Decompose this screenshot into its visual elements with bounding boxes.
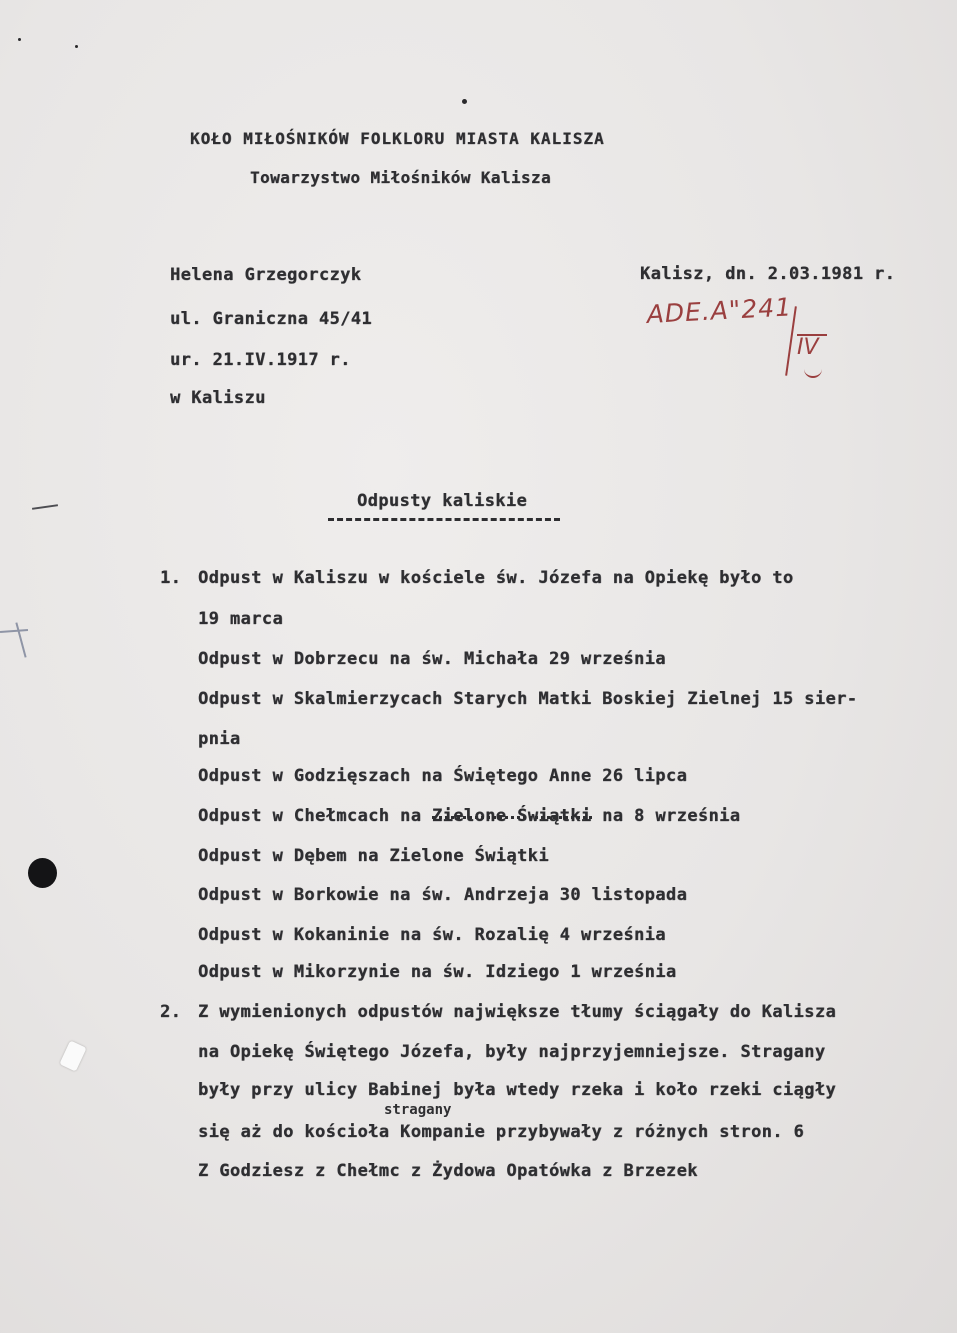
- item-1-line-9: Odpust w Borkowie na św. Andrzeja 30 listopada: [198, 885, 688, 905]
- margin-tick-mark: [32, 504, 58, 510]
- archive-section-underline: [804, 368, 822, 378]
- item-2-line-1: Z wymienionych odpustów największe tłumy ściągały do Kalisza: [198, 1002, 837, 1022]
- item-number-2: 2.: [160, 1002, 182, 1022]
- sender-name: Helena Grzegorczyk: [170, 265, 362, 285]
- punch-hole: [28, 858, 57, 888]
- item-1-line-11: Odpust w Mikorzynie na św. Idziego 1 września: [198, 962, 677, 982]
- title-underline: [328, 518, 560, 521]
- ink-speck: [75, 45, 78, 48]
- item-1-line-4: Odpust w Skalmierzycach Starych Matki Boskiej Zielnej 15 sier-: [198, 689, 858, 709]
- struck-text: Zielone Świątki: [431, 806, 592, 826]
- ink-speck: [462, 99, 467, 104]
- item-1-line-7-tail: na 8 września: [602, 806, 741, 826]
- ink-speck: [18, 38, 21, 41]
- document-title: Odpusty kaliskie: [357, 491, 528, 511]
- overtyped-word: stragany: [384, 1102, 452, 1118]
- archive-section: IV: [797, 335, 819, 360]
- item-1-line-7: [198, 808, 740, 825]
- archive-signature: ADE.A"241: [646, 292, 793, 329]
- item-1-line-1: Odpust w Kaliszu w kościele św. Józefa na Opiekę było to: [198, 568, 794, 588]
- sender-birth: ur. 21.IV.1917 r.: [170, 350, 351, 370]
- sender-street: ul. Graniczna 45/41: [170, 309, 373, 329]
- item-1-line-2: 19 marca: [198, 609, 284, 629]
- item-1-line-8: Odpust w Dębem na Zielone Świątki: [198, 846, 549, 866]
- item-1-line-3: Odpust w Dobrzecu na św. Michała 29 września: [198, 649, 666, 669]
- header-organization: KOŁO MIŁOŚNIKÓW FOLKLORU MIASTA KALISZA: [190, 129, 605, 148]
- sender-place: w Kaliszu: [170, 388, 266, 408]
- item-1-line-6: Odpust w Godzięszach na Świętego Anne 26 lipca: [198, 766, 688, 786]
- item-2-line-3: były przy ulicy Babinej była wtedy rzeka i koło rzeki ciągły: [198, 1080, 837, 1100]
- item-1-line-10: Odpust w Kokaninie na św. Rozalię 4 września: [198, 925, 666, 945]
- paper-scrap: [59, 1040, 86, 1071]
- item-2-line-4: się aż do kościoła Kompanie przybywały z różnych stron. 6: [198, 1122, 805, 1142]
- item-number-1: 1.: [160, 568, 182, 588]
- margin-pencil-mark: [0, 629, 28, 633]
- item-1-line-5: pnia: [198, 729, 241, 749]
- header-society: Towarzystwo Miłośników Kalisza: [250, 168, 551, 187]
- letter-date: Kalisz, dn. 2.03.1981 r.: [640, 264, 896, 284]
- item-1-line-7-text: Odpust w Chełmcach na: [198, 806, 422, 826]
- margin-pencil-stroke: [15, 622, 26, 657]
- item-2-line-2: na Opiekę Świętego Józefa, były najprzyjemniejsze. Stragany: [198, 1042, 826, 1062]
- item-2-line-5: Z Godziesz z Chełmc z Żydowa Opatówka z Brzezek: [198, 1161, 698, 1181]
